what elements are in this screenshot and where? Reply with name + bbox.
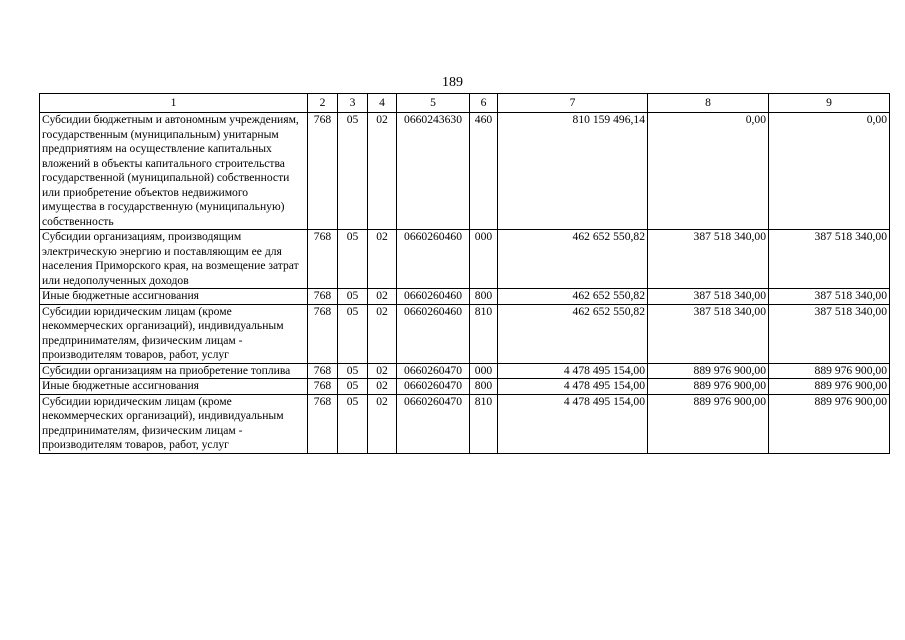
code-cell: 0660243630 (397, 113, 470, 230)
row-name: Субсидии бюджетным и автономным учреждениям, государственным (муниципальным) унитарным предприятиям на осуществление капитальных вложений в объекты капитального строительства государственной (муниципальной) собственности или приобретение объектов недвижимого имущества в государственную (муниципальную) собственность (40, 113, 308, 230)
code-cell: 0660260460 (397, 289, 470, 305)
amount-cell: 387 518 340,00 (648, 230, 769, 289)
code-cell: 800 (470, 379, 498, 395)
code-cell: 768 (308, 304, 338, 363)
code-cell: 05 (338, 379, 368, 395)
row-name: Субсидии юридическим лицам (кроме некоммерческих организаций), индивидуальным предпринимателям, физическим лицам - производителям товаров, работ, услуг (40, 304, 308, 363)
code-cell: 05 (338, 363, 368, 379)
code-cell: 05 (338, 289, 368, 305)
code-cell: 02 (368, 113, 397, 230)
header-cell: 9 (769, 94, 890, 113)
amount-cell: 387 518 340,00 (769, 304, 890, 363)
table-row (40, 230, 890, 289)
header-cell: 5 (397, 94, 470, 113)
header-row (40, 94, 890, 113)
amount-cell: 387 518 340,00 (769, 289, 890, 305)
header-cell: 1 (40, 94, 308, 113)
code-cell: 02 (368, 379, 397, 395)
row-name: Субсидии организациям, производящим электрическую энергию и поставляющим ее для населения Приморского края, на возмещение затрат или недополученных доходов (40, 230, 308, 289)
amount-cell: 387 518 340,00 (769, 230, 890, 289)
budget-table (39, 93, 890, 454)
code-cell: 768 (308, 289, 338, 305)
code-cell: 000 (470, 230, 498, 289)
header-cell: 6 (470, 94, 498, 113)
code-cell: 0660260470 (397, 363, 470, 379)
code-cell: 768 (308, 113, 338, 230)
amount-cell: 462 652 550,82 (498, 289, 648, 305)
code-cell: 800 (470, 289, 498, 305)
code-cell: 810 (470, 304, 498, 363)
header-cell: 4 (368, 94, 397, 113)
table-row (40, 363, 890, 379)
table-row (40, 394, 890, 453)
code-cell: 768 (308, 394, 338, 453)
row-name: Иные бюджетные ассигнования (40, 379, 308, 395)
code-cell: 02 (368, 289, 397, 305)
header-cell: 8 (648, 94, 769, 113)
amount-cell: 4 478 495 154,00 (498, 363, 648, 379)
code-cell: 810 (470, 394, 498, 453)
table-row (40, 304, 890, 363)
page-number: 189 (442, 75, 463, 90)
code-cell: 768 (308, 230, 338, 289)
row-name: Субсидии организациям на приобретение топлива (40, 363, 308, 379)
amount-cell: 810 159 496,14 (498, 113, 648, 230)
amount-cell: 4 478 495 154,00 (498, 394, 648, 453)
amount-cell: 889 976 900,00 (648, 394, 769, 453)
code-cell: 0660260470 (397, 379, 470, 395)
amount-cell: 462 652 550,82 (498, 230, 648, 289)
code-cell: 460 (470, 113, 498, 230)
amount-cell: 4 478 495 154,00 (498, 379, 648, 395)
amount-cell: 387 518 340,00 (648, 289, 769, 305)
code-cell: 768 (308, 379, 338, 395)
code-cell: 02 (368, 304, 397, 363)
code-cell: 768 (308, 363, 338, 379)
header-cell: 7 (498, 94, 648, 113)
row-name: Иные бюджетные ассигнования (40, 289, 308, 305)
row-name: Субсидии юридическим лицам (кроме некоммерческих организаций), индивидуальным предпринимателям, физическим лицам - производителям товаров, работ, услуг (40, 394, 308, 453)
code-cell: 02 (368, 394, 397, 453)
amount-cell: 889 976 900,00 (769, 394, 890, 453)
table-row (40, 289, 890, 305)
table-row (40, 379, 890, 395)
amount-cell: 0,00 (648, 113, 769, 230)
code-cell: 0660260470 (397, 394, 470, 453)
code-cell: 05 (338, 304, 368, 363)
code-cell: 0660260460 (397, 304, 470, 363)
amount-cell: 889 976 900,00 (769, 379, 890, 395)
code-cell: 05 (338, 394, 368, 453)
header-cell: 3 (338, 94, 368, 113)
code-cell: 0660260460 (397, 230, 470, 289)
code-cell: 000 (470, 363, 498, 379)
amount-cell: 387 518 340,00 (648, 304, 769, 363)
amount-cell: 889 976 900,00 (648, 363, 769, 379)
code-cell: 02 (368, 363, 397, 379)
amount-cell: 0,00 (769, 113, 890, 230)
code-cell: 02 (368, 230, 397, 289)
table-row (40, 113, 890, 230)
amount-cell: 889 976 900,00 (769, 363, 890, 379)
code-cell: 05 (338, 230, 368, 289)
amount-cell: 889 976 900,00 (648, 379, 769, 395)
header-cell: 2 (308, 94, 338, 113)
amount-cell: 462 652 550,82 (498, 304, 648, 363)
code-cell: 05 (338, 113, 368, 230)
